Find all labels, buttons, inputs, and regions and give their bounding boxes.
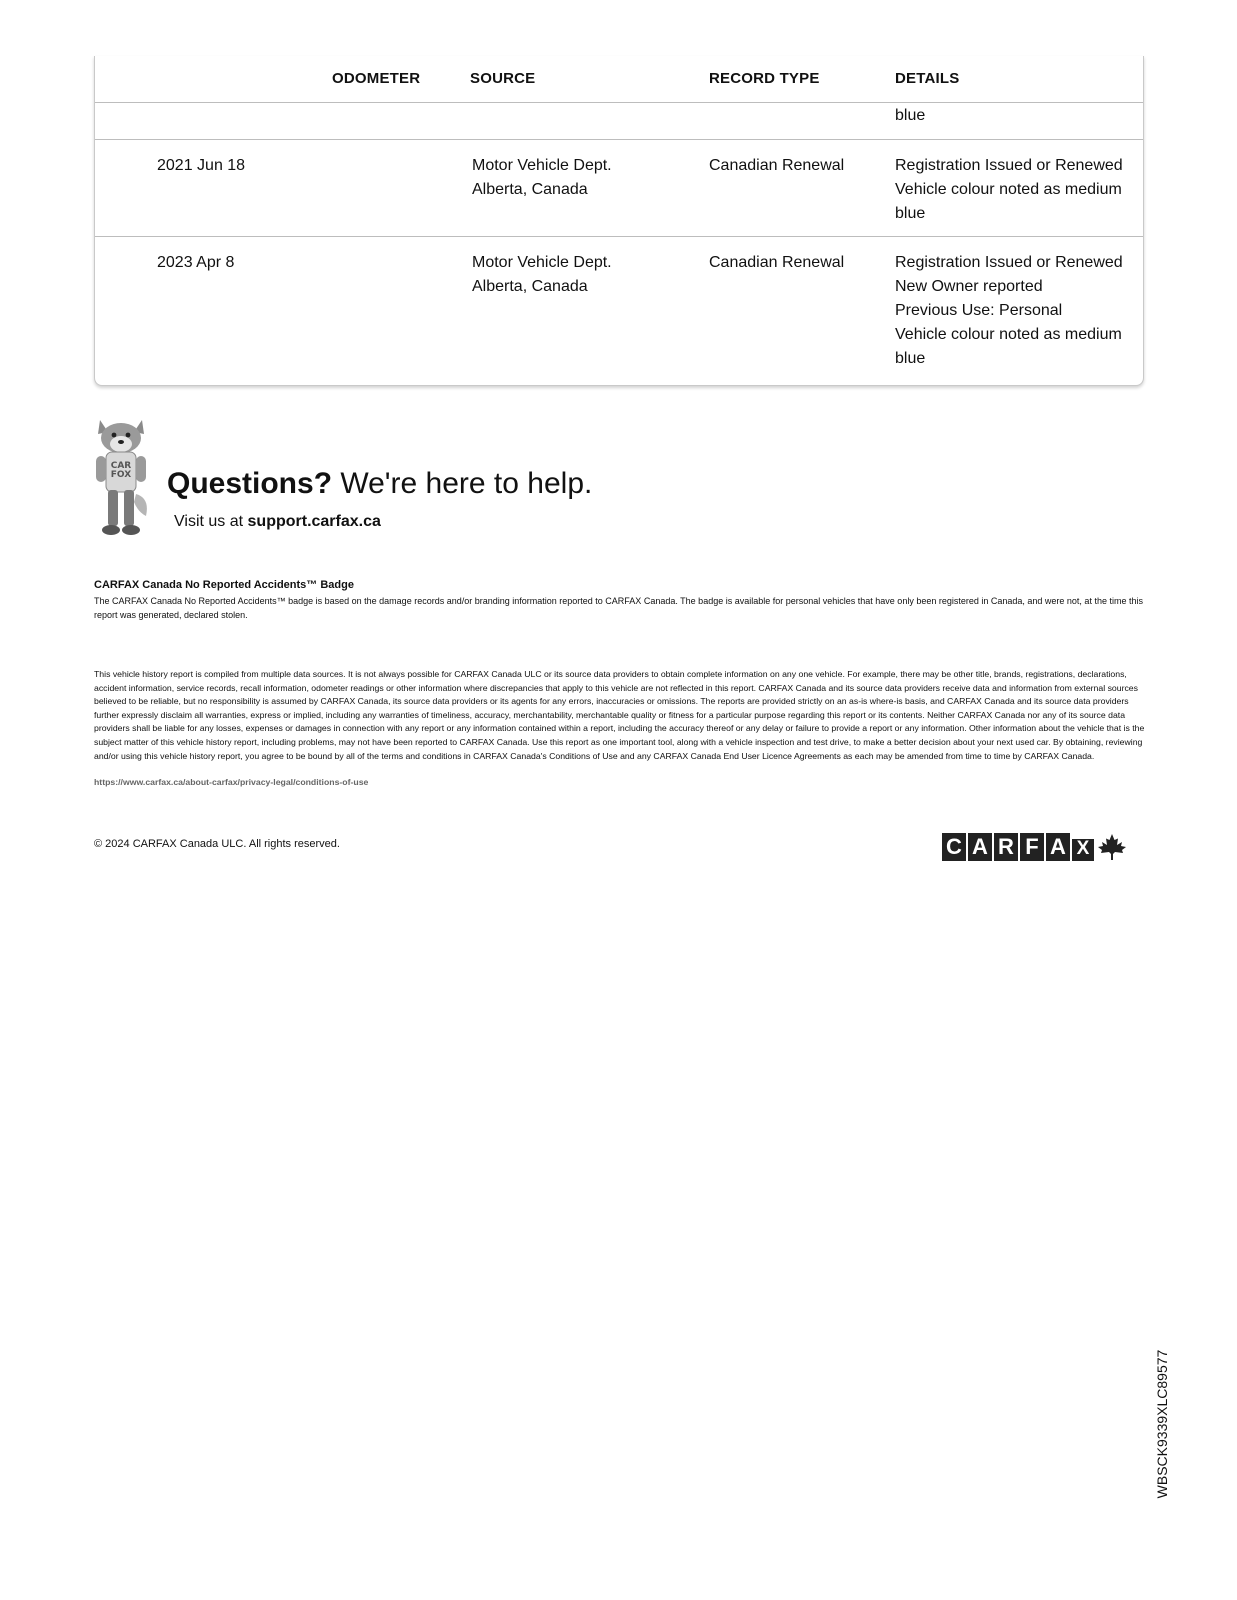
row-source <box>472 154 692 202</box>
source-line: Alberta, Canada <box>472 278 588 295</box>
logo-letter: X <box>1072 839 1094 861</box>
logo-letter: A <box>1046 833 1070 861</box>
row-details <box>895 154 1135 226</box>
carfax-logo <box>942 832 1127 862</box>
details-line: Vehicle colour noted as medium <box>895 181 1122 198</box>
source-line: Motor Vehicle Dept. <box>472 157 612 174</box>
vin-number: WBSCK9339XLC89577 <box>1154 1349 1170 1499</box>
mascot-shirt-text: FOX <box>110 470 132 480</box>
carfox-mascot-icon <box>92 416 150 538</box>
details-line: blue <box>895 350 926 367</box>
logo-letter: F <box>1020 833 1044 861</box>
logo-letter: A <box>968 833 992 861</box>
source-line: Alberta, Canada <box>472 181 588 198</box>
header-source: SOURCE <box>470 70 536 87</box>
details-line: Registration Issued or Renewed <box>895 254 1123 271</box>
conditions-of-use-link[interactable]: https://www.carfax.ca/about-carfax/privacy-legal/conditions-of-use <box>94 777 369 787</box>
support-link[interactable]: support.carfax.ca <box>247 513 381 530</box>
history-table <box>94 56 1144 386</box>
table-row <box>95 102 1143 140</box>
details-line: Previous Use: Personal <box>895 302 1063 319</box>
row-source <box>472 251 692 299</box>
source-line: Motor Vehicle Dept. <box>472 254 612 271</box>
details-line: Registration Issued or Renewed <box>895 157 1123 174</box>
help-subtext <box>174 513 381 531</box>
details-line: blue <box>895 107 926 124</box>
header-details: DETAILS <box>895 70 960 87</box>
header-record-type: RECORD TYPE <box>709 70 820 87</box>
help-heading <box>167 467 592 501</box>
details-line: Vehicle colour noted as medium <box>895 326 1122 343</box>
legal-disclaimer: This vehicle history report is compiled from multiple data sources. It is not always possible for CARFAX Canada ULC or its source data providers to obtain complete information on any one vehicle. For example, there may be other title, brands, registrations, declarations, accident information, service records, recall information, odometer readings or other information where discrepancies that apply to this vehicle are not reflected in this report. CARFAX Canada and its source data providers receive data and information from external sources believed to be reliable, but no responsibility is assumed by CARFAX Canada, its source data providers or its agents for any errors, inaccuracies or omissions. The reports are provided strictly on an as-is where-is basis, and CARFAX Canada and its source data providers further expressly disclaim all warranties, express or implied, including any warranties of timeliness, accuracy, merchantability, merchantable quality or fitness for a particular purpose regarding this report or its contents. Neither CARFAX Canada nor any of its source data providers shall be liable for any losses, expenses or damages in connection with any report or any information contained within a report, including the accuracy thereof or any delay or failure to provide a report or any information. Other information about the vehicle that is the subject matter of this vehicle history report, including problems, may not have been reported to CARFAX Canada. Use this report as one important tool, along with a vehicle inspection and test drive, to make a better decision about your next used car. By obtaining, reviewing and/or using this vehicle history report, you agree to be bound by all of the terms and conditions in CARFAX Canada's Conditions of Use and any CARFAX Canada End User Licence Agreements as each may be amended from time to time by CARFAX Canada. <box>94 669 1145 761</box>
row-details <box>895 104 1135 128</box>
table-row <box>95 140 1143 237</box>
help-subtext-prefix: Visit us at <box>174 513 248 530</box>
row-record-type: Canadian Renewal <box>709 254 845 271</box>
header-odometer: ODOMETER <box>332 70 421 87</box>
row-record-type: Canadian Renewal <box>709 157 845 174</box>
row-details <box>895 251 1135 371</box>
table-header <box>95 56 1143 103</box>
logo-letter: C <box>942 833 966 861</box>
table-row <box>95 237 1143 385</box>
row-date: 2023 Apr 8 <box>157 254 235 271</box>
copyright: © 2024 CARFAX Canada ULC. All rights reserved. <box>94 838 340 850</box>
help-heading-strong: Questions? <box>167 467 333 500</box>
maple-leaf-icon <box>1097 833 1127 861</box>
help-heading-rest: We're here to help. <box>332 467 593 500</box>
badge-title: CARFAX Canada No Reported Accidents™ Badge <box>94 579 354 591</box>
details-line: blue <box>895 205 926 222</box>
row-date: 2021 Jun 18 <box>157 157 246 174</box>
details-line: New Owner reported <box>895 278 1043 295</box>
logo-letter: R <box>994 833 1018 861</box>
mascot-shirt-text: CAR <box>110 461 132 471</box>
badge-description: The CARFAX Canada No Reported Accidents™ badge is based on the damage records and/or branding information reported to CARFAX Canada. The badge is available for personal vehicles that have only been registered in Canada, and were not, at the time this report was generated, declared stolen. <box>94 596 1143 620</box>
